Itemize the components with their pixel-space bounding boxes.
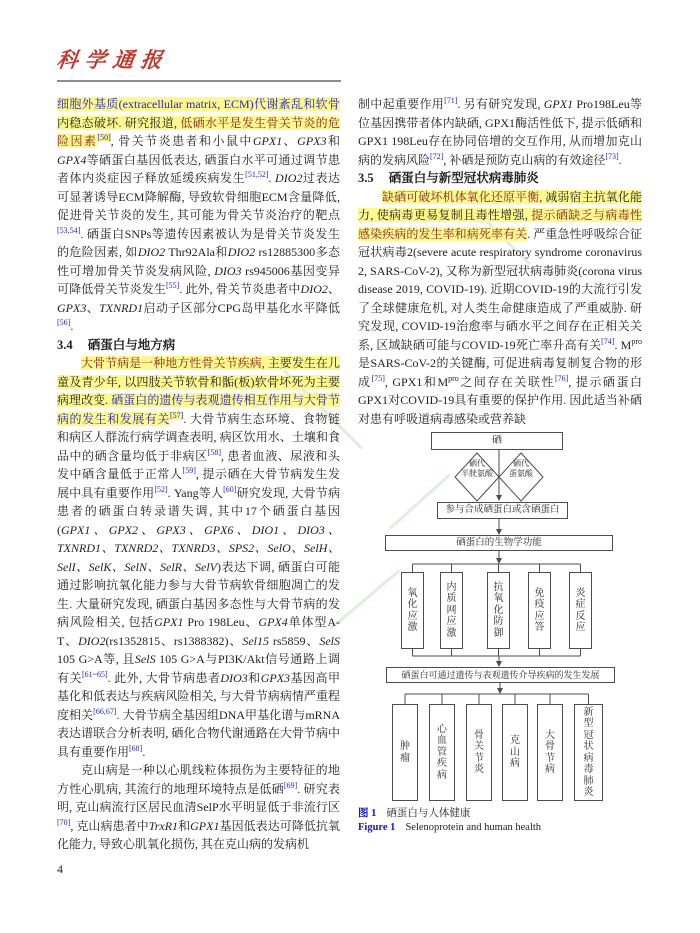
flowchart-box-osteoarthritis: 骨关节炎: [466, 704, 492, 801]
citation-ref[interactable]: [76]: [555, 373, 569, 383]
figure-label-en: Figure 1: [358, 822, 396, 833]
citation-ref[interactable]: [69]: [283, 780, 298, 790]
text-run: DIO2: [227, 245, 256, 259]
text-run: . 严重急性呼吸综合征冠状病毒2(severe acute respiratory syndrome coronavirus 2, SARS-CoV-2), 又称为新型冠状病毒肺炎(corona virus disease 2019, COVID-19). 近期COVID-19的大流行引发了全球健康危机, 对人类生命健康造成了严重威胁. 研究发现, COVID-19治愈率与硒水平之间存在正相关关系, 区域缺硒可能与COVID-19死亡率升高有关: [358, 226, 642, 352]
text-run: DIO2: [137, 245, 166, 259]
diamond-label-line: 硒代: [513, 459, 529, 468]
flowchart-box-immune-response: 免疫应答: [528, 572, 551, 649]
text-run: . 硒蛋白SNPs等遗传因素被认为是骨关节炎发生的危险因素, 如: [57, 226, 340, 259]
text-run: 提示硒缺乏与病毒性感染疾病的发生率和病死率有关: [358, 208, 642, 241]
figure-caption-cn: [358, 807, 642, 821]
paragraph-keshan-continued: [358, 95, 642, 169]
text-run: DIO2: [78, 633, 106, 648]
text-run: Sel15: [242, 633, 269, 648]
diamond-label-line: 硒代: [469, 459, 485, 468]
diamond-label-line: 半胱氨酸: [461, 468, 493, 478]
text-run: 单体型A-T、: [57, 615, 340, 648]
text-run: . 大骨节病全基因组DNA甲基化谱与mRNA表达谱联合分析表明, 硒化合物代谢通路在大骨节病中具有重要作用: [57, 707, 340, 759]
text-run: GPX4: [57, 152, 87, 167]
text-run: , 克山病患者中: [70, 818, 149, 833]
citation-ref[interactable]: [61~65]: [81, 669, 108, 679]
section-number: 3.4: [57, 337, 73, 352]
text-run: 和: [247, 670, 261, 685]
paragraph-covid: [358, 188, 642, 429]
section-heading-3-5: [358, 169, 642, 188]
text-run: 克山病是一种以心肌线粒体损伤为主要特征的地方性心肌病, 其流行的地理环境特点是低硒: [57, 763, 340, 796]
text-run: , GPX1和M: [384, 374, 449, 389]
flowchart-box-tumor: 肿瘤: [392, 704, 418, 801]
flowchart-box-keshan-disease: 克山病: [502, 704, 528, 801]
citation-ref[interactable]: [58]: [207, 447, 221, 457]
diamond-label-line: 蛋氨酸: [509, 468, 533, 478]
section-title: 硒蛋白与新型冠状病毒肺炎: [388, 171, 539, 185]
text-run: .: [142, 744, 146, 759]
text-run: GPX3: [260, 670, 291, 685]
text-run: GPX3: [57, 300, 87, 315]
text-run: pro: [448, 373, 459, 383]
text-run: . M: [614, 337, 632, 352]
text-run: 、: [327, 282, 340, 296]
text-run: 细胞外基质(extracellular matrix, ECM)代谢紊乱和软骨: [57, 97, 340, 111]
text-run: SelS: [319, 633, 340, 648]
text-run: GPX4: [258, 615, 288, 629]
text-run: )表达下调, 硒蛋白可能通过影响抗氧化能力参与大骨节病软骨细胞凋亡的发生. 大量研究发现, 硒蛋白基因多态性与大骨节病的发病风险相关, 包括: [57, 559, 340, 629]
flowchart-box-genetic-mediation: 硒蛋白可通过遗传与表观遗传介导疾病的发生发展: [386, 667, 615, 683]
text-run: TXNRD1: [99, 300, 144, 315]
citation-ref[interactable]: [68]: [129, 743, 143, 753]
text-run: 基因低表达可降低抗氧化能力, 导致心肌氧化损伤, 其在克山病的发病机: [57, 818, 340, 851]
citation-ref[interactable]: [72]: [430, 151, 444, 161]
flowchart-box-covid19: 新型冠状病毒肺炎: [574, 704, 603, 801]
text-run: GPX1: [252, 134, 283, 148]
text-run: 之间存在关联性: [458, 374, 556, 389]
citation-ref[interactable]: [71]: [444, 96, 458, 105]
text-run: , 提示硒在大骨节病发生发展中具有重要作用: [57, 467, 340, 500]
header-rule: [57, 80, 341, 82]
citation-ref[interactable]: [51,52]: [245, 170, 269, 179]
citation-ref[interactable]: [55]: [166, 281, 180, 290]
citation-ref[interactable]: [56]: [57, 318, 71, 327]
left-column: [57, 95, 340, 854]
text-run: Pro 198Leu、: [183, 615, 259, 629]
text-run: , 骨关节炎患者和小鼠中: [110, 134, 253, 148]
text-run: 等硒蛋白基因低表达, 硒蛋白水平可通过调节患者体内炎症因子释放延缓疾病发生: [57, 152, 340, 185]
flowchart-box-selenium: 硒: [431, 432, 563, 450]
flowchart-diamond-selenomethionine: [497, 459, 545, 478]
text-run: 研究发现, 大骨节病患者的硒蛋白转录谱失调, 其中17个硒蛋白基因(: [57, 485, 340, 537]
text-run: 硒蛋白的遗传与表观遗传相互作用与大骨节病的发生和发展有关: [57, 393, 340, 426]
text-run: rs5859、: [268, 633, 320, 648]
text-run: , 提示硒蛋白GPX1对COVID-19具有重要的保护作用. 因此适当补硒对患有呼吸道病毒感染或营养缺: [358, 374, 642, 426]
citation-ref[interactable]: [75]: [371, 373, 385, 383]
figure-caption-en-text: Selenoprotein and human health: [405, 822, 542, 833]
text-run: TrxR1: [148, 818, 179, 833]
text-run: 和: [178, 818, 191, 833]
text-run: 是SARS-CoV-2的关键酶, 可促进病毒复制复合物的形成: [358, 356, 642, 389]
text-run: DIO3: [220, 670, 248, 685]
flowchart-diamond-selenocysteine: [453, 459, 501, 478]
text-run: GPX1: [154, 615, 184, 629]
text-run: . 研究表明, 克山病流行区居民血清SelP水平明显低于非流行区: [57, 781, 340, 814]
section-heading-3-4: [57, 336, 340, 355]
text-run: . 此外, 骨关节炎患者中: [179, 282, 301, 296]
text-run: 主要发生在儿童及青少年, 以四肢关节软骨和骺(板)软骨坏死为主要病理改变.: [57, 356, 340, 407]
text-run: 基因高甲基化和低表达与疾病风险相关, 与大骨节病病情严重程度相关: [57, 670, 340, 722]
text-run: GPX1: [543, 97, 574, 111]
page-number: 4: [57, 862, 63, 876]
text-run: Pro198Leu等位基因携带者体内缺硒, GPX1酶活性低下, 提示低硒和GPX1 198Leu存在协同倍增的交互作用, 从而增加克山病的发病风险: [358, 97, 642, 167]
citation-ref[interactable]: [74]: [601, 336, 615, 346]
citation-ref[interactable]: [66,67]: [93, 706, 117, 716]
text-run: 启动子区部分CPG岛甲基化水平降低: [143, 300, 340, 315]
flowchart-box-inflammatory-response: 炎症反应: [569, 572, 592, 649]
figure-caption-cn-text: 硒蛋白与人体健康: [386, 808, 471, 819]
text-run: 105 G>A与PI3K/Akt信号通路上调有关: [57, 652, 340, 685]
text-run: SelS: [134, 652, 156, 666]
section-title: 硒蛋白与地方病: [87, 337, 176, 352]
flowchart-box-biological-function: 硒蛋白的生物学功能: [385, 535, 613, 551]
citation-ref[interactable]: [53,54]: [57, 225, 81, 235]
text-run: rs12885300多态性可增加骨关节炎发病风险,: [57, 245, 340, 278]
text-run: GPX1、GPX2、GPX3、GPX6、DIO1、DIO3、TXNRD1、TXNRD2、TXNRD3、SPS2、SelO、SelH、SelI、SelK、SelN、SelR、SelV: [57, 522, 340, 574]
text-run: 内稳态破坏. 研究报道,: [57, 115, 181, 130]
text-run: .: [268, 171, 276, 185]
flowchart-box-cardiovascular-disease: 心血管疾病: [429, 704, 455, 801]
text-run: . 大骨节病生态环境、食物链和病区人群流行病学调查表明, 病区饮用水、土壤和食品中的硒含量均低于非病区: [57, 411, 340, 463]
citation-ref[interactable]: [73]: [605, 151, 619, 161]
text-run: rs945006基因变异可降低骨关节炎发生: [57, 263, 340, 296]
text-run: .: [70, 319, 74, 333]
text-run: 制中起重要作用: [358, 97, 445, 111]
text-run: 大骨节病是一种地方性骨关节疾病,: [81, 356, 268, 370]
figure-caption-en: [358, 821, 642, 835]
text-run: (rs1352815、rs1388382)、: [105, 633, 243, 648]
paragraph-kashin-beck: [57, 354, 340, 761]
citation-ref[interactable]: [52]: [154, 484, 168, 494]
text-run: pro: [631, 336, 642, 346]
citation-ref[interactable]: [70]: [57, 817, 71, 827]
text-run: , 补硒是预防克山病的有效途径: [443, 152, 606, 167]
figure-label-cn: 图 1: [358, 808, 377, 819]
figure-1-flowchart: [358, 432, 642, 800]
text-run: 缺硒可破坏机体氧化还原平衡,: [382, 189, 546, 204]
citation-ref[interactable]: [60]: [223, 484, 237, 494]
text-run: . Yang等人: [167, 485, 224, 500]
flowchart-box-oxidative-stress: 氧化应激: [401, 572, 424, 649]
text-run: 低硒水平是发生骨关节炎的危险因素: [57, 115, 340, 148]
text-run: 105 G>A等, 且: [57, 652, 135, 666]
text-run: 、: [86, 300, 100, 315]
citation-ref[interactable]: [59]: [182, 466, 196, 475]
text-run: . 此外, 大骨节病患者: [107, 670, 221, 685]
text-run: 、: [282, 134, 298, 148]
text-run: .: [618, 152, 622, 167]
flowchart-box-synthesis: 参与合成硒蛋白或含硒蛋白: [437, 502, 568, 519]
flowchart-box-kashin-beck-disease: 大骨节病: [537, 704, 563, 801]
paragraph-keshan: [57, 761, 340, 854]
text-run: , 患者血液、尿液和头发中硒含量低于正常人: [57, 448, 340, 481]
text-run: DIO3: [214, 263, 242, 278]
text-run: . 另有研究发现,: [457, 97, 544, 111]
text-run: GPX1: [190, 818, 220, 833]
text-run: GPX3: [297, 134, 327, 148]
figure-caption: [358, 807, 642, 835]
paragraph-osteoarthritis: [57, 95, 340, 336]
journal-logo: 科学通报: [55, 47, 171, 72]
text-run: DIO2: [275, 171, 303, 185]
citation-ref[interactable]: [57]: [170, 410, 184, 420]
section-number: 3.5: [358, 171, 374, 185]
text-run: 和: [326, 134, 340, 148]
text-run: DIO2: [300, 282, 328, 296]
citation-ref[interactable]: [50]: [97, 133, 111, 142]
text-run: 减弱宿主抗氧化能力, 使病毒更易复制且毒性增强,: [358, 189, 642, 222]
text-run: 过表达可显著诱导ECM降解酶, 导致软骨细胞ECM含量降低, 促进骨关节炎的发生, 其可能为骨关节炎治疗的靶点: [57, 171, 340, 222]
flowchart-box-er-stress: 内质网应激: [440, 572, 463, 649]
flowchart-box-antioxidant-defense: 抗氧化防御: [487, 572, 510, 649]
right-column: [358, 95, 642, 835]
text-run: Thr92Ala和: [165, 245, 228, 259]
